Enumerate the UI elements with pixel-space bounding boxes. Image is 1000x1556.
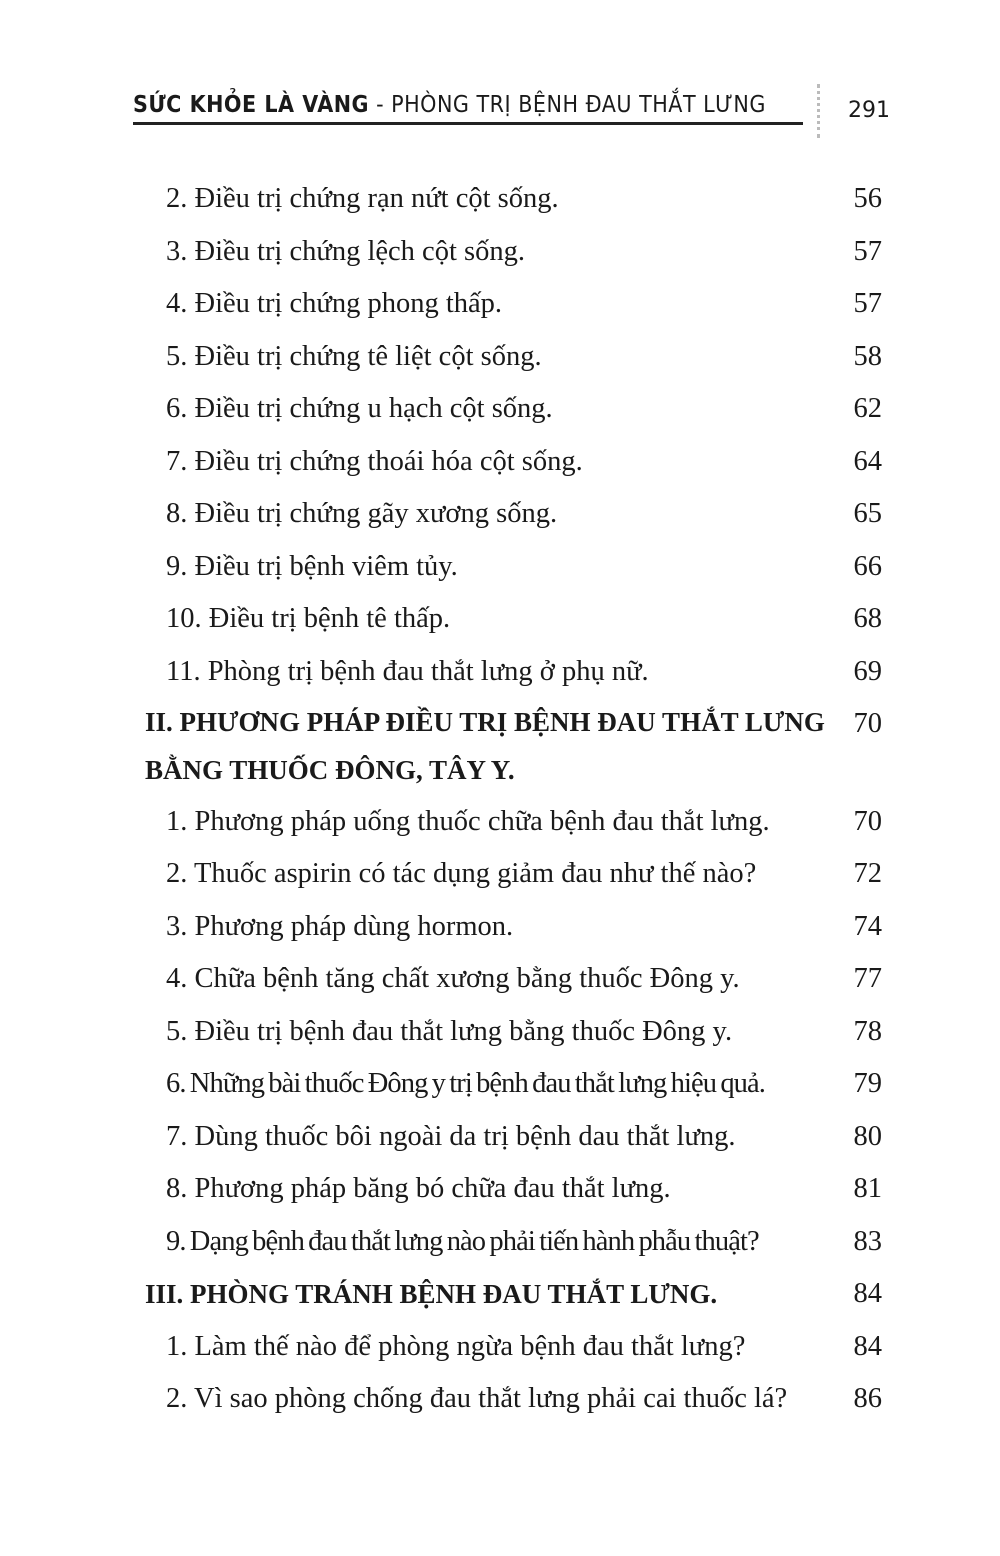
toc-entry [0,953,1000,1006]
toc-page-number: 57 [853,235,882,267]
toc-entry-title [166,1216,759,1269]
toc-entry [0,1321,1000,1374]
toc-title-line: 5. Điều trị bệnh đau thắt lưng bằng thuốc Đông y. [166,1015,733,1047]
toc-title-line: II. PHƯƠNG PHÁP ĐIỀU TRỊ BỆNH ĐAU THẮT LƯNG [145,707,825,737]
toc-entry-title [166,848,756,901]
toc-title-line: 4. Chữa bệnh tăng chất xương bằng thuốc Đông y. [166,963,740,994]
toc-entry-title [166,1111,736,1164]
toc-title-line: 1. Phương pháp uống thuốc chữa bệnh đau thắt lưng. [166,805,770,837]
toc-entry [0,331,1000,384]
toc-entry-title [166,331,542,384]
toc-entry-title [166,1006,732,1059]
toc-entry [0,1216,1000,1269]
header-title-bold: SỨC KHỎE LÀ VÀNG [133,92,370,118]
toc-entry-title [166,541,458,594]
toc-title-line: 7. Dùng thuốc bôi ngoài da trị bệnh dau thắt lưng. [166,1120,736,1152]
toc-section [0,698,1000,796]
toc-title-line: 6. Những bài thuốc Đông y trị bệnh đau thắt lưng hiệu quả. [166,1068,765,1099]
toc-title-line: 3. Phương pháp dùng hormon. [166,910,514,942]
toc-entry [0,173,1000,226]
toc-entry [0,226,1000,279]
toc-title-line: 11. Phòng trị bệnh đau thắt lưng ở phụ nữ. [166,655,649,687]
toc-page-number: 69 [853,655,882,687]
toc-page-number: 81 [853,1173,882,1204]
toc-title-line: III. PHÒNG TRÁNH BỆNH ĐAU THẮT LƯNG. [145,1279,718,1309]
toc-entry-title [166,796,770,849]
toc-entry-title [166,953,740,1006]
toc-title-line: 9. Điều trị bệnh viêm tủy. [166,550,458,582]
toc-entry-title [145,1268,717,1321]
toc-page-number: 66 [853,550,882,582]
toc-entry [0,848,1000,901]
toc-page-number: 72 [853,858,882,889]
toc-title-line: 6. Điều trị chứng u hạch cột sống. [166,393,553,424]
toc-page-number: 58 [853,340,882,372]
toc-entry-title [166,593,450,646]
toc-entry-title [166,383,553,436]
toc-entry [0,541,1000,594]
toc-entry [0,1058,1000,1111]
toc-page-number: 65 [853,498,882,529]
toc-entry-title [145,698,825,794]
toc-page-number: 70 [853,708,882,739]
toc-entry [0,1163,1000,1216]
running-header [133,88,803,125]
toc-entry-title [166,226,525,279]
toc-entry [0,1111,1000,1164]
toc-title-line: 1. Làm thế nào để phòng ngừa bệnh đau thắt lưng? [166,1330,746,1362]
toc-entry-title [166,278,502,331]
toc-page-number: 83 [853,1225,882,1257]
toc-entry-title [166,1373,787,1426]
toc-entry-title [166,1163,671,1216]
toc-entry [0,796,1000,849]
toc-page-number: 80 [853,1120,882,1152]
toc-page-number: 77 [853,963,882,994]
toc-page-number: 68 [853,603,882,634]
toc-title-line: 2. Thuốc aspirin có tác dụng giảm đau như thế nào? [166,858,757,889]
toc-page-number: 64 [853,445,882,477]
toc-entry [0,488,1000,541]
toc-entry-title [166,646,649,699]
toc-page-number: 79 [853,1068,882,1099]
toc-title-line: 10. Điều trị bệnh tê thấp. [166,603,451,634]
toc-section [0,1268,1000,1321]
page-number: 291 [848,98,890,123]
table-of-contents [0,173,1000,1426]
toc-title-line: 2. Điều trị chứng rạn nứt cột sống. [166,183,559,214]
toc-entry [0,436,1000,489]
toc-entry [0,901,1000,954]
toc-entry-title [166,436,583,489]
toc-page-number: 57 [853,288,882,319]
toc-page-number: 74 [853,910,882,942]
toc-title-line: 3. Điều trị chứng lệch cột sống. [166,235,525,267]
toc-entry-title [166,1321,745,1374]
toc-entry-title [166,1058,765,1111]
toc-page-number: 86 [853,1383,882,1414]
toc-entry [0,646,1000,699]
header-divider [817,84,820,138]
toc-entry-title [166,901,513,954]
toc-title-line: 2. Vì sao phòng chống đau thắt lưng phải cai thuốc lá? [166,1383,788,1414]
toc-entry-title [166,488,557,541]
toc-entry [0,1373,1000,1426]
toc-title-line: 8. Phương pháp băng bó chữa đau thắt lưng. [166,1173,671,1204]
toc-entry [0,383,1000,436]
toc-title-line: 7. Điều trị chứng thoái hóa cột sống. [166,445,583,477]
toc-page-number: 56 [853,183,882,214]
toc-title-line: 8. Điều trị chứng gãy xương sống. [166,498,558,529]
toc-title-line: 5. Điều trị chứng tê liệt cột sống. [166,340,542,372]
toc-title-line: BẰNG THUỐC ĐÔNG, TÂY Y. [145,755,515,785]
toc-page-number: 70 [853,805,882,837]
toc-entry [0,278,1000,331]
toc-page-number: 62 [853,393,882,424]
toc-entry [0,593,1000,646]
header-title-rest: - PHÒNG TRỊ BỆNH ĐAU THẮT LƯNG [369,92,766,118]
toc-page-number: 78 [853,1015,882,1047]
toc-page-number: 84 [853,1330,882,1362]
toc-title-line: 9. Dạng bệnh đau thắt lưng nào phải tiến hành phẫu thuật? [166,1225,759,1257]
toc-title-line: 4. Điều trị chứng phong thấp. [166,288,503,319]
toc-entry [0,1006,1000,1059]
toc-entry-title [166,173,559,226]
toc-page-number: 84 [853,1278,882,1309]
